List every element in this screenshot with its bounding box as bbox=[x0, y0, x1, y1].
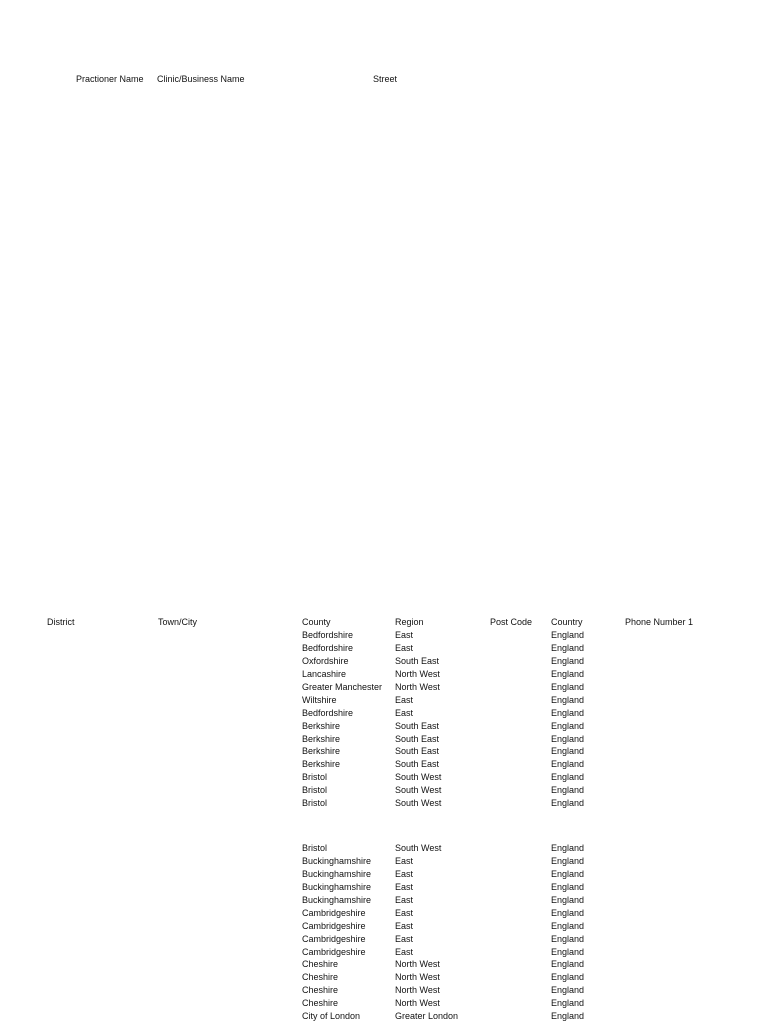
table-row bbox=[0, 655, 768, 668]
table-row bbox=[0, 958, 768, 971]
table-row bbox=[0, 642, 768, 655]
header-street: Street bbox=[373, 74, 398, 84]
county-cell: Bedfordshire bbox=[302, 630, 354, 640]
table-row bbox=[0, 681, 768, 694]
header-phone-number-1: Phone Number 1 bbox=[625, 617, 694, 627]
table-row bbox=[0, 694, 768, 707]
region-cell: East bbox=[395, 868, 414, 879]
country-cell: England bbox=[551, 907, 585, 918]
table-row bbox=[0, 784, 768, 797]
county-cell: Bedfordshire bbox=[302, 642, 354, 653]
county-cell: City of London bbox=[302, 1011, 361, 1022]
county-cell: Bristol bbox=[302, 785, 328, 796]
region-cell: East bbox=[395, 894, 414, 905]
county-cell: Bristol bbox=[302, 798, 328, 809]
county-cell: Berkshire bbox=[302, 759, 341, 770]
country-cell: England bbox=[551, 655, 585, 666]
country-cell: England bbox=[551, 720, 585, 731]
country-cell: England bbox=[551, 855, 585, 866]
country-cell: England bbox=[551, 746, 585, 757]
country-cell: England bbox=[551, 881, 585, 892]
table-row bbox=[0, 997, 768, 1010]
region-cell: South East bbox=[395, 746, 440, 757]
county-cell: Cheshire bbox=[302, 972, 339, 983]
table-row bbox=[0, 894, 768, 907]
country-cell: England bbox=[551, 920, 585, 931]
header-town-city: Town/City bbox=[158, 617, 198, 627]
region-cell: South East bbox=[395, 759, 440, 770]
table-row bbox=[0, 668, 768, 681]
table-row bbox=[0, 707, 768, 720]
region-cell: North West bbox=[395, 985, 440, 996]
country-cell: England bbox=[551, 985, 585, 996]
region-cell: South East bbox=[395, 733, 440, 744]
county-cell: Cambridgeshire bbox=[302, 946, 366, 957]
county-cell: Cheshire bbox=[302, 998, 339, 1009]
region-cell: East bbox=[395, 946, 414, 957]
country-cell: England bbox=[551, 642, 585, 653]
county-cell: Cheshire bbox=[302, 959, 339, 970]
county-cell: Berkshire bbox=[302, 720, 341, 731]
region-cell: East bbox=[395, 707, 414, 718]
region-cell: North West bbox=[395, 972, 440, 983]
county-cell: Lancashire bbox=[302, 668, 347, 679]
table-rows-group-2 bbox=[0, 842, 768, 1023]
country-cell: England bbox=[551, 707, 585, 718]
county-cell: Oxfordshire bbox=[302, 655, 349, 666]
country-cell: England bbox=[551, 868, 585, 879]
country-cell: England bbox=[551, 681, 585, 692]
country-cell: England bbox=[551, 798, 585, 809]
county-cell: Wiltshire bbox=[302, 694, 337, 705]
region-cell: South East bbox=[395, 720, 440, 731]
county-cell: Buckinghamshire bbox=[302, 881, 372, 892]
country-cell: England bbox=[551, 1011, 585, 1022]
region-cell: North West bbox=[395, 959, 440, 970]
table-row bbox=[0, 971, 768, 984]
table-row bbox=[0, 720, 768, 733]
country-cell: England bbox=[551, 630, 585, 640]
county-cell: Buckinghamshire bbox=[302, 894, 372, 905]
country-cell: England bbox=[551, 959, 585, 970]
region-cell: East bbox=[395, 881, 414, 892]
table-row bbox=[0, 771, 768, 784]
country-cell: England bbox=[551, 998, 585, 1009]
table-row bbox=[0, 881, 768, 894]
county-cell: Bristol bbox=[302, 843, 328, 853]
header-post-code: Post Code bbox=[490, 617, 533, 627]
region-cell: East bbox=[395, 630, 414, 640]
region-cell: North West bbox=[395, 668, 440, 679]
table-row bbox=[0, 758, 768, 771]
country-cell: England bbox=[551, 972, 585, 983]
table-row bbox=[0, 745, 768, 758]
table-row bbox=[0, 733, 768, 746]
region-cell: South West bbox=[395, 785, 442, 796]
header-district: District bbox=[47, 617, 75, 627]
country-cell: England bbox=[551, 772, 585, 783]
header-region: Region bbox=[395, 617, 424, 627]
table-row bbox=[0, 797, 768, 810]
county-cell: Cambridgeshire bbox=[302, 933, 366, 944]
region-cell: East bbox=[395, 855, 414, 866]
table-row bbox=[0, 629, 768, 642]
header-practitioner-name: Practioner Name bbox=[76, 74, 144, 84]
region-cell: North West bbox=[395, 998, 440, 1009]
table-row bbox=[0, 855, 768, 868]
county-cell: Greater Manchester bbox=[302, 681, 383, 692]
region-cell: East bbox=[395, 920, 414, 931]
table-row bbox=[0, 946, 768, 959]
table-row bbox=[0, 868, 768, 881]
country-cell: England bbox=[551, 759, 585, 770]
county-cell: Bristol bbox=[302, 772, 328, 783]
region-cell: South East bbox=[395, 655, 440, 666]
region-cell: Greater London bbox=[395, 1011, 459, 1022]
county-cell: Buckinghamshire bbox=[302, 855, 372, 866]
header-clinic-business-name: Clinic/Business Name bbox=[157, 74, 245, 84]
country-cell: England bbox=[551, 933, 585, 944]
county-cell: Cambridgeshire bbox=[302, 907, 366, 918]
county-cell: Cambridgeshire bbox=[302, 920, 366, 931]
county-cell: Bedfordshire bbox=[302, 707, 354, 718]
region-cell: North West bbox=[395, 681, 440, 692]
table-row bbox=[0, 842, 768, 855]
table-row bbox=[0, 933, 768, 946]
table-row bbox=[0, 907, 768, 920]
table-row bbox=[0, 984, 768, 997]
country-cell: England bbox=[551, 733, 585, 744]
header-county: County bbox=[302, 617, 331, 627]
county-cell: Cheshire bbox=[302, 985, 339, 996]
table-row bbox=[0, 920, 768, 933]
region-cell: South West bbox=[395, 798, 442, 809]
table-rows-group-1 bbox=[0, 629, 768, 810]
region-cell: East bbox=[395, 933, 414, 944]
country-cell: England bbox=[551, 946, 585, 957]
region-cell: East bbox=[395, 694, 414, 705]
region-cell: East bbox=[395, 642, 414, 653]
region-cell: East bbox=[395, 907, 414, 918]
header-country: Country bbox=[551, 617, 583, 627]
country-cell: England bbox=[551, 668, 585, 679]
country-cell: England bbox=[551, 694, 585, 705]
region-cell: South West bbox=[395, 843, 442, 853]
county-cell: Buckinghamshire bbox=[302, 868, 372, 879]
county-cell: Berkshire bbox=[302, 746, 341, 757]
region-cell: South West bbox=[395, 772, 442, 783]
country-cell: England bbox=[551, 785, 585, 796]
country-cell: England bbox=[551, 894, 585, 905]
country-cell: England bbox=[551, 843, 585, 853]
table-row bbox=[0, 1010, 768, 1023]
county-cell: Berkshire bbox=[302, 733, 341, 744]
